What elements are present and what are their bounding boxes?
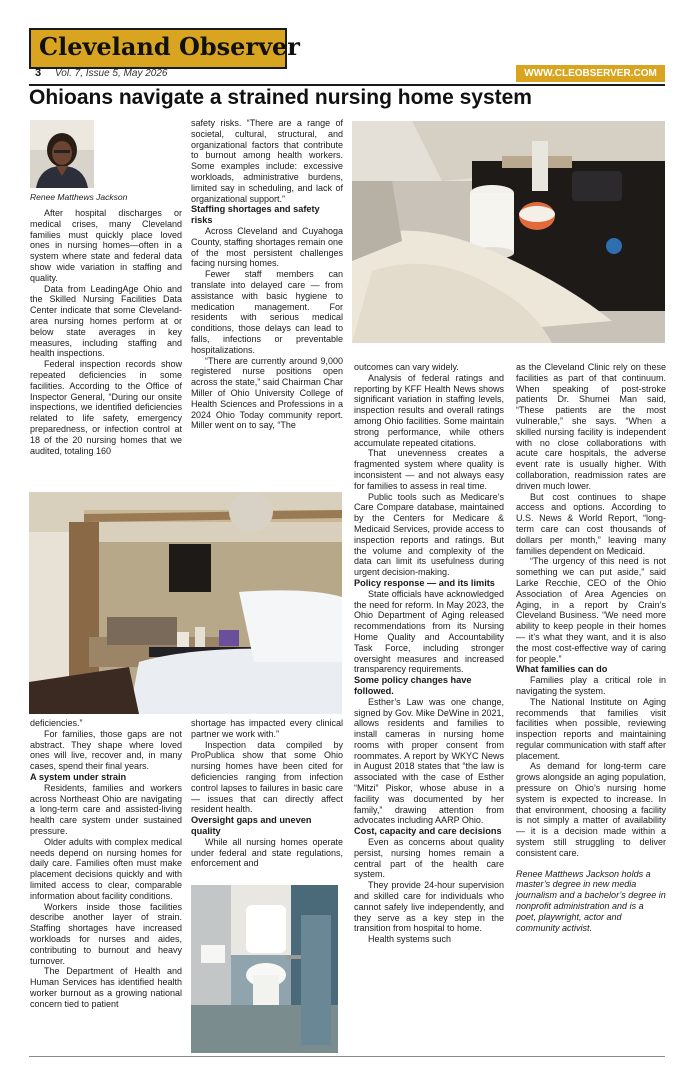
paragraph: They provide 24-hour supervision and skilled care for individuals who cannot safely live independently, and they serve as a key step in the transition from hospital to home. <box>354 880 504 934</box>
subhead-families: What families can do <box>516 664 608 675</box>
paragraph: outcomes can vary widely. <box>354 362 459 372</box>
column-3 <box>354 362 504 945</box>
paragraph: For families, those gaps are not abstract. They shape where loved ones will live, recover and, in many cases, spend their final years. <box>30 728 182 772</box>
resident-room-photo <box>29 492 342 714</box>
paragraph: State officials have acknowledged the need for reform. In May 2023, the Ohio Department of Aging released recommendations from its Nursing Home Quality and Accountability Task Force, including stronger oversight measures and increased transparency requirements. <box>354 588 504 675</box>
column-4 <box>516 362 666 933</box>
paragraph: As demand for long-term care grows alongside an aging population, pressure on Ohio’s nursing home system is expected to increase. In that environment, choosing a facility is not simply a matter of availability — it is a decision made within a system still struggling to deliver consistent care. <box>516 761 666 858</box>
paragraph: Older adults with complex medical needs depend on nursing homes for daily care. Families often must make placement decisions quickly and with limited access to clear, comparable information about facility conditions. <box>30 836 182 901</box>
issue-line: Vol. 7, Issue 5, May 2026 <box>55 68 168 79</box>
paragraph: But cost continues to shape access and options. According to U.S. News & World Report, “long-term care can cost thousands of dollars per month,” leaving many families dependent on Medicaid. <box>516 491 666 556</box>
paragraph: The Department of Health and Human Services has identified health worker burnout as a growing national concern tied to patient <box>30 966 182 1009</box>
subhead-oversight: Oversight gaps and uneven quality <box>191 815 312 836</box>
subhead-system: A system under strain <box>30 771 127 782</box>
paragraph: After hospital discharges or medical crises, many Cleveland families must quickly place loved ones in nursing homes—often in a system where state and federal data show wide variation in staffing and quality. <box>30 208 182 283</box>
author-byline: Renee Matthews Jackson <box>30 192 128 202</box>
author-bio: Renee Matthews Jackson holds a master’s degree in new media journalism and a bachelor’s degree in nonprofit administration and is a poet, playwright, actor and community activist. <box>516 868 666 933</box>
paragraph: Analysis of federal ratings and reporting by KFF Health News shows significant variation in staffing levels, inspection results and overall ratings among Ohio facilities. Some maintain strong performance, while others accumulate repeated citations. <box>354 372 504 448</box>
paragraph: Public tools such as Medicare’s Care Compare database, maintained by the Centers for Medicare & Medicaid Services, provide access to inspection reports and ratings. But the volume and complexity of the data can limit its usefulness during urgent decision-making. <box>354 491 504 578</box>
paragraph: as the Cleveland Clinic rely on these facilities as part of that continuum. When speaking of post-stroke patients Dr. Shumei Man said, “These patients are the most vulnerable,” she says. “When a skilled nursing facility is independent with no close collaborations with acute care hospitals, the adverse event rate is usually higher. With collaboration, readmission rates are driven much lower. <box>516 362 666 491</box>
masthead-title: Cleveland Observer <box>39 32 300 61</box>
subhead-staffing: Staffing shortages and safety risks <box>191 204 320 226</box>
paragraph: shortage has impacted every clinical partner we work with.” <box>191 718 343 739</box>
website-link[interactable]: WWW.CLEOBSERVER.COM <box>516 65 665 82</box>
column-2-top <box>191 118 343 431</box>
paragraph: Esther’s Law was one change, signed by Gov. Mike DeWine in 2021, allows residents and families to install cameras in nursing home rooms with proper consent from roommates. A report by WKYC News in August 2018 states that “the law is associated with the case of Esther “Mitzi” Piskor, whose abuse in a facility was documented by her family,” drawing attention from advocates including AARP Ohio. <box>354 696 504 826</box>
paragraph: Inspection data compiled by ProPublica show that some Ohio nursing homes have been cited for deficiencies ranging from infection control lapses to failures in basic care — issues that can directly affect resident health. <box>191 739 343 815</box>
author-portrait <box>30 120 94 188</box>
column-1-top <box>30 208 182 456</box>
article-headline: Ohioans navigate a strained nursing home system <box>29 86 532 109</box>
paragraph: Families play a critical role in navigating the system. <box>516 675 666 696</box>
paragraph: Health systems such <box>368 934 452 945</box>
paragraph: “The urgency of this need is not something we can put aside,” said Larke Recchie, CEO of the Ohio Association of Area Agencies on Aging, in a report by Crain’s Cleveland Business. “We need more ability to keep people in their homes — it’s what they want, and it is also the most cost-effective way of caring for people.” <box>516 556 666 664</box>
column-2-bottom <box>191 718 343 869</box>
paragraph: That unevenness creates a fragmented system where quality is inconsistent — and not always easy for families to assess in real time. <box>354 448 504 491</box>
paragraph: The National Institute on Aging recommends that families visit facilities when possible, reviewing inspection reports and maintaining regular communication with staff after placement. <box>516 696 666 761</box>
paragraph: safety risks. “There are a range of societal, cultural, structural, and organizational factors that contribute to burnout among health workers. Some examples include: excessive workloads, administrative burdens, limited say in scheduling, and lack of organizational support.” <box>191 118 343 204</box>
bathroom-photo <box>191 885 338 1053</box>
footer-divider <box>29 1056 665 1057</box>
paragraph: deficiencies.” <box>30 718 83 728</box>
paragraph: Fewer staff members can translate into delayed care — from assistance with basic hygiene to medication management. For residents with serious medical conditions, those delays can lead to falls, infections or preventable hospitalizations. <box>191 269 343 355</box>
masthead <box>29 28 300 69</box>
column-1-bottom <box>30 718 182 1010</box>
page-number: 3 <box>35 67 42 79</box>
subhead-some-changes: Some policy changes have followed. <box>354 675 472 696</box>
paragraph: Even as concerns about quality persist, nursing homes remain a central part of the health care system. <box>354 837 504 880</box>
paragraph: Federal inspection records show repeated deficiencies in some facilities. According to the Office of Inspector General, “During our onsite inspections, we identified deficiencies related to life safety, emergency preparedness, or infection control at 18 of the 20 nursing homes that we audited, totaling 160 <box>30 359 182 456</box>
subhead-cost: Cost, capacity and care decisions <box>354 826 502 837</box>
paragraph: Across Cleveland and Cuyahoga County, staffing shortages remain one of the most persistent challenges facing nursing homes. <box>191 225 343 269</box>
paragraph: Data from LeadingAge Ohio and the Skilled Nursing Facilities Data Center indicate that some Cleveland-area nursing homes perform at or below state averages in key measures, including staffing and health inspections. <box>30 283 182 359</box>
paragraph: “There are currently around 9,000 registered nurse positions open across the state,” said Chairman Char Miller of Ohio University College of Health Sciences and Professions in a 2024 Ohio Today community report. Miller went on to say, “The <box>191 355 343 431</box>
paragraph: Workers inside those facilities describe another layer of strain. Staffing shortages have increased workloads for nurses and aides, contributing to burnout and heavy turnover. <box>30 901 182 966</box>
paragraph: Residents, families and workers across Northeast Ohio are navigating a long-term care and assisted-living health care system under sustained pressure. <box>30 782 182 836</box>
paragraph: While all nursing homes operate under federal and state regulations, enforcement and <box>191 836 343 869</box>
subhead-policy: Policy response — and its limits <box>354 577 495 588</box>
nursing-room-tray-photo <box>352 121 665 343</box>
